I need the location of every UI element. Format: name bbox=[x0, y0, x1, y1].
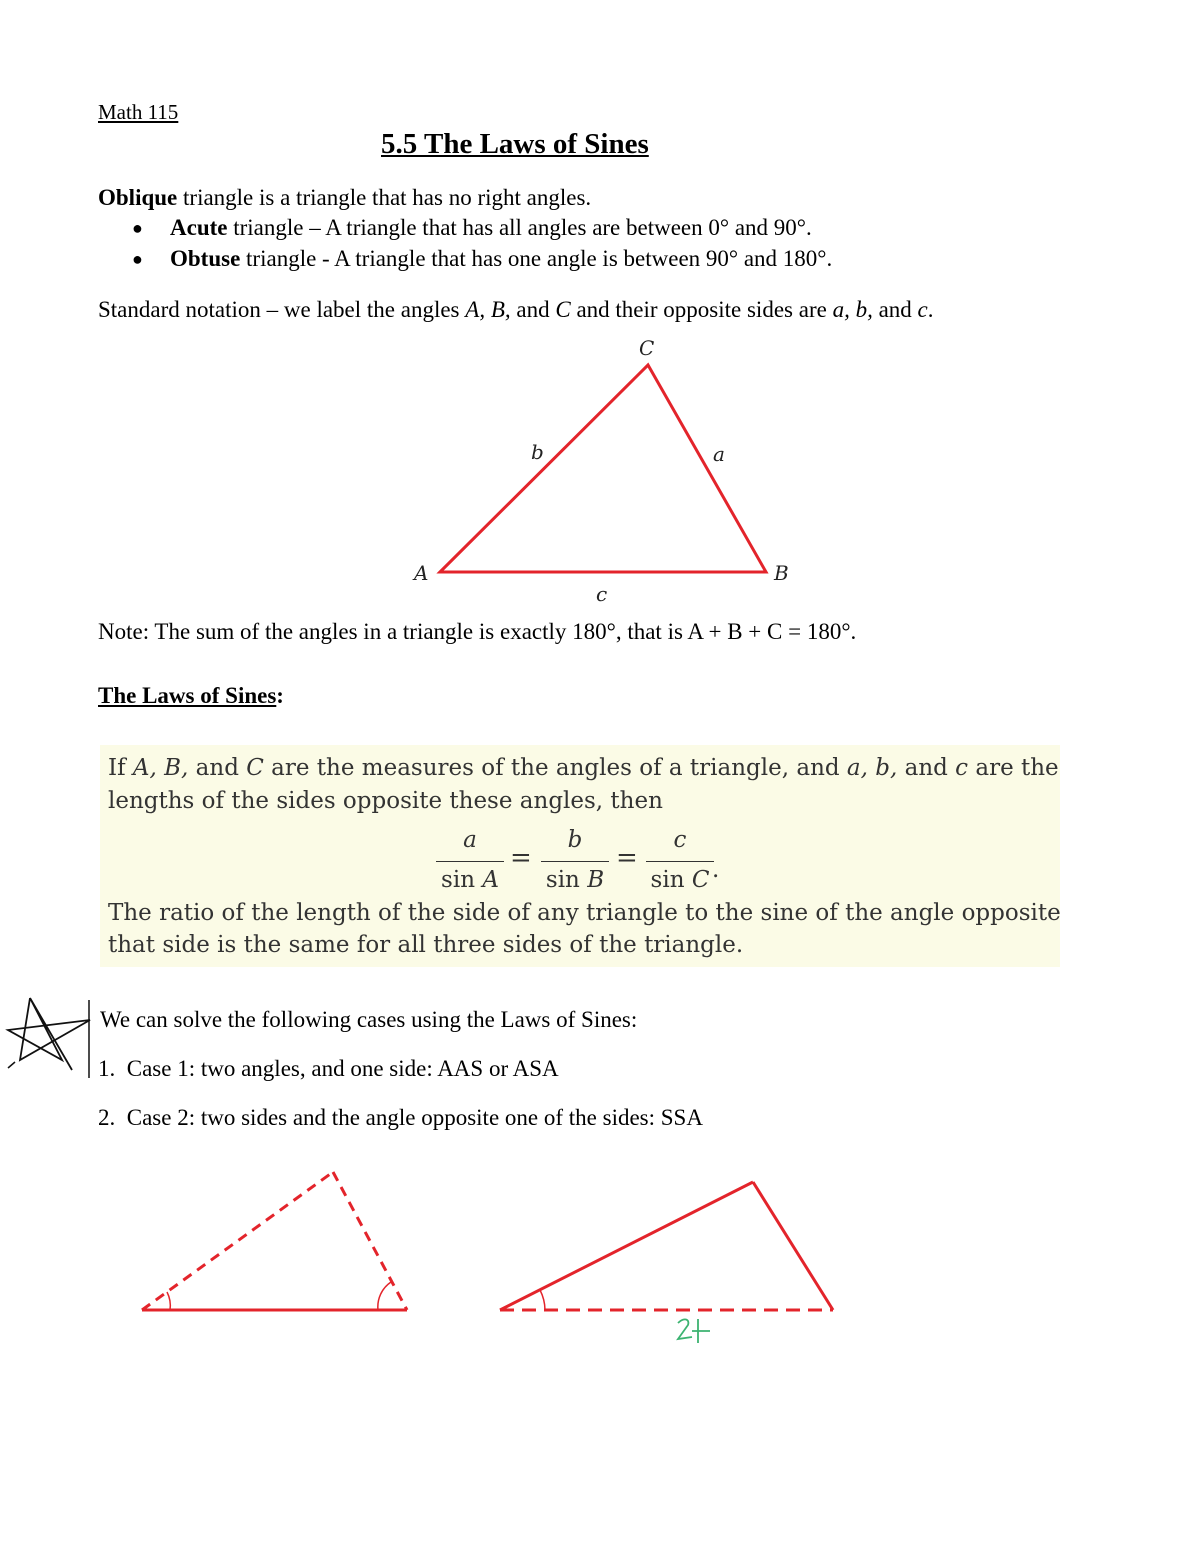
case-item-2 bbox=[98, 1105, 703, 1131]
side-label-b: b bbox=[531, 440, 544, 464]
notation-angle-c: C bbox=[555, 297, 571, 322]
case-diagrams bbox=[0, 1150, 1200, 1350]
vertex-label-a: A bbox=[414, 561, 429, 585]
law-of-sines-box bbox=[100, 745, 1060, 967]
law-line-3: The ratio of the length of the side of any triangle to the sine of the angle opposite bbox=[108, 900, 1061, 926]
bullet-dot: ● bbox=[132, 249, 143, 269]
notation-text: and their opposite sides are bbox=[570, 297, 833, 322]
vertex-label-c: C bbox=[639, 336, 655, 360]
star-mark-icon bbox=[0, 990, 100, 1080]
law-line-1: If A, B, and C are the measures of the angles of a triangle, and a, b, and c are the bbox=[108, 755, 1059, 781]
triangle-diagram bbox=[0, 0, 1200, 620]
handwritten-note bbox=[676, 1315, 716, 1345]
notation-side-c: c bbox=[917, 297, 928, 322]
vertex-label-b: B bbox=[774, 561, 789, 585]
formula-period: . bbox=[712, 857, 720, 883]
notation-text: and bbox=[510, 297, 556, 322]
asa-triangle bbox=[142, 1172, 407, 1310]
case-number: 1. bbox=[98, 1056, 116, 1081]
laws-heading-colon: : bbox=[276, 683, 284, 708]
notation-end: . bbox=[927, 297, 934, 322]
equals-sign: = bbox=[510, 843, 532, 873]
equals-sign: = bbox=[616, 843, 638, 873]
law-line-2: lengths of the sides opposite these angles, then bbox=[108, 788, 663, 814]
fraction-c: c sin C bbox=[640, 827, 720, 893]
cases-intro: We can solve the following cases using the Laws of Sines: bbox=[100, 1007, 638, 1032]
bullet-dot: ● bbox=[132, 218, 143, 238]
acute-text: triangle – A triangle that has all angles are between 0° and 90°. bbox=[227, 215, 812, 240]
law-line-4: that side is the same for all three sides of the triangle. bbox=[108, 932, 744, 958]
triangle-shape bbox=[440, 365, 766, 572]
notation-sides: a, b, bbox=[832, 297, 873, 322]
case-item-1 bbox=[98, 1056, 559, 1082]
case-number: 2. bbox=[98, 1105, 116, 1130]
case-text: Case 2: two sides and the angle opposite one of the sides: SSA bbox=[126, 1105, 703, 1130]
angle-sum-note: Note: The sum of the angles in a triangle is exactly 180°, that is A + B + C = 180°. bbox=[98, 619, 857, 644]
notation-text: and bbox=[872, 297, 918, 322]
notation-prefix: Standard notation – we label the angles bbox=[98, 297, 466, 322]
ssa-triangle bbox=[500, 1182, 833, 1310]
fraction-b: b sin B bbox=[535, 827, 615, 893]
oblique-text: triangle is a triangle that has no right angles. bbox=[177, 185, 592, 210]
oblique-term: Oblique bbox=[98, 185, 178, 210]
laws-heading-label: The Laws of Sines bbox=[98, 683, 277, 708]
case-text: Case 1: two angles, and one side: AAS or ASA bbox=[126, 1056, 559, 1081]
acute-term: Acute bbox=[170, 215, 228, 240]
side-label-a: a bbox=[713, 442, 725, 466]
laws-heading bbox=[98, 683, 284, 709]
side-label-c: c bbox=[596, 582, 608, 606]
notation-angles: A, B, bbox=[465, 297, 511, 322]
fraction-a: a sin A bbox=[430, 827, 510, 893]
page-title: 5.5 The Laws of Sines bbox=[381, 128, 649, 160]
course-label: Math 115 bbox=[98, 100, 179, 124]
obtuse-text: triangle - A triangle that has one angle is between 90° and 180°. bbox=[240, 246, 833, 271]
obtuse-term: Obtuse bbox=[170, 246, 241, 271]
